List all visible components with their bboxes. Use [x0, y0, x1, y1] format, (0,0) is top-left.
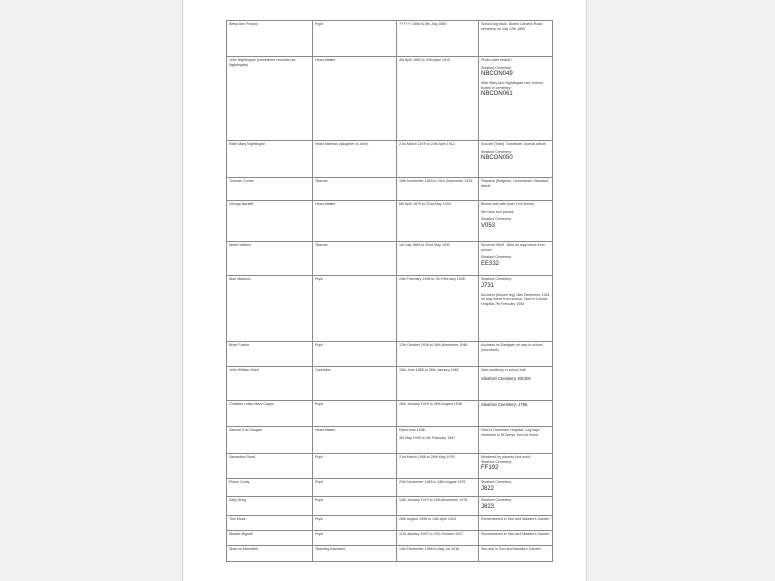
- role-cell: Pupil: [313, 21, 397, 57]
- notes-cell: [479, 401, 553, 427]
- grave-code: V053: [481, 222, 496, 229]
- notes-text: Suicide (Train). Grantham Journal article: [481, 142, 546, 146]
- name-cell: John William Ward: [227, 367, 313, 401]
- name-cell: Edith Mary Nightingale: [227, 141, 313, 178]
- dates-cell: 20th November 1965 to 18th August 1976: [397, 479, 479, 497]
- notes-cell: [479, 57, 553, 141]
- notes-text: Died suddenly in school hall: [481, 368, 526, 372]
- grave-code: J731: [481, 282, 495, 289]
- grave-code: EE332: [481, 260, 500, 267]
- role-cell: Pupil: [313, 531, 397, 546]
- notes-cell: Died in Grantham Hospital. Log says memorial in St Denys' but not found: [479, 427, 553, 454]
- cemetery-label: Sleaford Cemetery:: [481, 277, 512, 281]
- table-row: [227, 178, 553, 201]
- name-cell: George Bartlett: [227, 201, 313, 242]
- table-row: [227, 276, 553, 342]
- notes-text: Murdered by parents (not sure): [481, 455, 531, 459]
- table-row: [227, 546, 553, 562]
- dates-cell: 14th December 1968 to May 1st 2018: [397, 546, 479, 562]
- notes-cell: [479, 201, 553, 242]
- notes-cell: [479, 242, 553, 276]
- role-cell: Pupil: [313, 479, 397, 497]
- name-cell: Samuel Eric Dougan: [227, 427, 313, 454]
- role-cell: Pupil: [313, 342, 397, 367]
- dates-cell: 1st July 1885 to 22nd May 1942: [397, 242, 479, 276]
- dates-cell: 21st March 1879 to 24th April 1912: [397, 141, 479, 178]
- table-row: [227, 367, 553, 401]
- cemetery-label: Sleaford Cemetery:: [481, 65, 512, 70]
- role-cell: Teaching Assistant: [313, 546, 397, 562]
- dates-cell: 12th October 1936 to 26th November 1946: [397, 342, 479, 367]
- notes-cell: Accident on Eastgate on way to school (lunchtime): [479, 342, 553, 367]
- cemetery-label: Sleaford Cemetery:: [481, 459, 512, 464]
- role-cell: Teacher: [313, 242, 397, 276]
- notes-cell: [479, 479, 553, 497]
- name-cell: Christine Lillian Mary Capps: [227, 401, 313, 427]
- table-row: [227, 454, 553, 479]
- table-row: [227, 57, 553, 141]
- dates-cell: [397, 427, 479, 454]
- grave-code: J822: [481, 485, 495, 492]
- dates-cell: 15th June 1885 to 26th January 1948: [397, 367, 479, 401]
- name-cell: Sally Wing: [227, 497, 313, 516]
- role-cell: Head Master: [313, 57, 397, 141]
- notes-cell: Remembered in Tom and Maddie's Garden: [479, 516, 553, 531]
- table-row: [227, 201, 553, 242]
- notes-extra: Accident (broken leg) 18th December 1944 on way home from school. Died in Lincoln Hospital 7th February 1945: [481, 292, 550, 306]
- role-cell: Head Master: [313, 201, 397, 242]
- dates-text: Head from 1946: [399, 428, 425, 432]
- name-cell: Sharron Mansfield: [227, 546, 313, 562]
- dates-cell: 24th February 1938 to 7th February 1945: [397, 276, 479, 342]
- dates-cell: 11th January 1997 to 27th October 2007: [397, 531, 479, 546]
- name-cell: Brian Fowler: [227, 342, 313, 367]
- dates-cell: 4th April 1850 to 30th April 1910: [397, 57, 479, 141]
- role-cell: Pupil: [313, 497, 397, 516]
- cemetery-label: Sleaford Cemetery:: [481, 255, 512, 260]
- table-row: [227, 21, 553, 57]
- notes-text: Survived WW1. Died on way home from school.: [481, 243, 545, 252]
- table-row: [227, 427, 553, 454]
- name-cell: Elaine Corby: [227, 479, 313, 497]
- role-cell: Head Mistress (daughter of John): [313, 141, 397, 178]
- role-cell: Pupil: [313, 276, 397, 342]
- name-cell: Thomas Comer: [227, 178, 313, 201]
- table-row: [227, 516, 553, 531]
- notes-text: Photo (with beard)?: [481, 58, 513, 62]
- name-cell: Samantha Read: [227, 454, 313, 479]
- dates-cell: 15th November 1892 to 23rd September 1915: [397, 178, 479, 201]
- notes-cell: School log book. Buried Carwick Road cemetery on July 12th 1865: [479, 21, 553, 57]
- notes-cell: [479, 454, 553, 479]
- cemetery-label: Sleaford Cemetery:: [481, 149, 512, 154]
- register-table: [226, 20, 553, 562]
- table-row: [227, 531, 553, 546]
- name-cell: Albert Waters: [227, 242, 313, 276]
- table-row: [227, 242, 553, 276]
- name-cell: John Nightingale (sometimes recorded as Nightingale): [227, 57, 313, 141]
- dates-cell: 21st March 1968 to 28th May 1976: [397, 454, 479, 479]
- notes-cell: Remembered in Tom and Maddie's Garden: [479, 531, 553, 546]
- role-cell: Head Master: [313, 427, 397, 454]
- cemetery-label: Sleaford Cemetery:: [481, 498, 512, 502]
- cemetery-reference: Sleaford Cemetery: J756: [481, 402, 528, 407]
- notes-extra: Wife Mary Ann Nightingale nee Vickers buried in cemetery:: [481, 81, 544, 90]
- cemetery-label: Sleaford Cemetery:: [481, 480, 512, 484]
- role-cell: Pupil: [313, 454, 397, 479]
- notes-text: We have two photos: [481, 209, 514, 214]
- dates-cell: 26th January 1939 to 26th August 1948: [397, 401, 479, 427]
- grave-code: NBCON061: [481, 91, 513, 98]
- notes-cell: Sun dial in Tom and Maddie's Garden: [479, 546, 553, 562]
- notes-cell: [479, 141, 553, 178]
- table-row: [227, 479, 553, 497]
- name-cell: Maddie Bignall: [227, 531, 313, 546]
- role-cell: Pupil: [313, 516, 397, 531]
- role-cell: Pupil: [313, 401, 397, 427]
- name-cell: Tom Moss: [227, 516, 313, 531]
- grave-code: FF192: [481, 465, 499, 472]
- cemetery-reference: Sleaford Cemetery: EE200: [481, 375, 531, 381]
- dates-cell: 28th August 1998 to 14th April 2004: [397, 516, 479, 531]
- notes-cell: [479, 276, 553, 342]
- name-cell: Betsy Ann Proctor: [227, 21, 313, 57]
- dates-cell: 6th April 1875 to 22nd May 1934: [397, 201, 479, 242]
- notes-cell: [479, 497, 553, 516]
- role-cell: Caretaker: [313, 367, 397, 401]
- notes-cell: Flanders (Belgium). Lincolnshire Standard article: [479, 178, 553, 201]
- grave-code: NBCON049: [481, 71, 513, 78]
- table-row: [227, 342, 553, 367]
- name-cell: Alan Mawson: [227, 276, 313, 342]
- dates-cell: 13th January 1970 to 16th November 1978: [397, 497, 479, 516]
- table-row: [227, 401, 553, 427]
- dates-cell: ?????? 1856 to 8th July 1865: [397, 21, 479, 57]
- notes-cell: [479, 367, 553, 401]
- cemetery-label: Sleaford Cemetery:: [481, 217, 512, 222]
- grave-code: J823: [481, 503, 495, 510]
- table-row: [227, 141, 553, 178]
- document-page: [182, 0, 587, 581]
- dates-text: 4th May 1905 to 9th February 1967: [399, 435, 456, 440]
- role-cell: Teacher: [313, 178, 397, 201]
- grave-code: NBCON050: [481, 155, 513, 162]
- notes-text: Buried with wife Ada (+m3 Nurse): [481, 202, 535, 206]
- table-row: [227, 497, 553, 516]
